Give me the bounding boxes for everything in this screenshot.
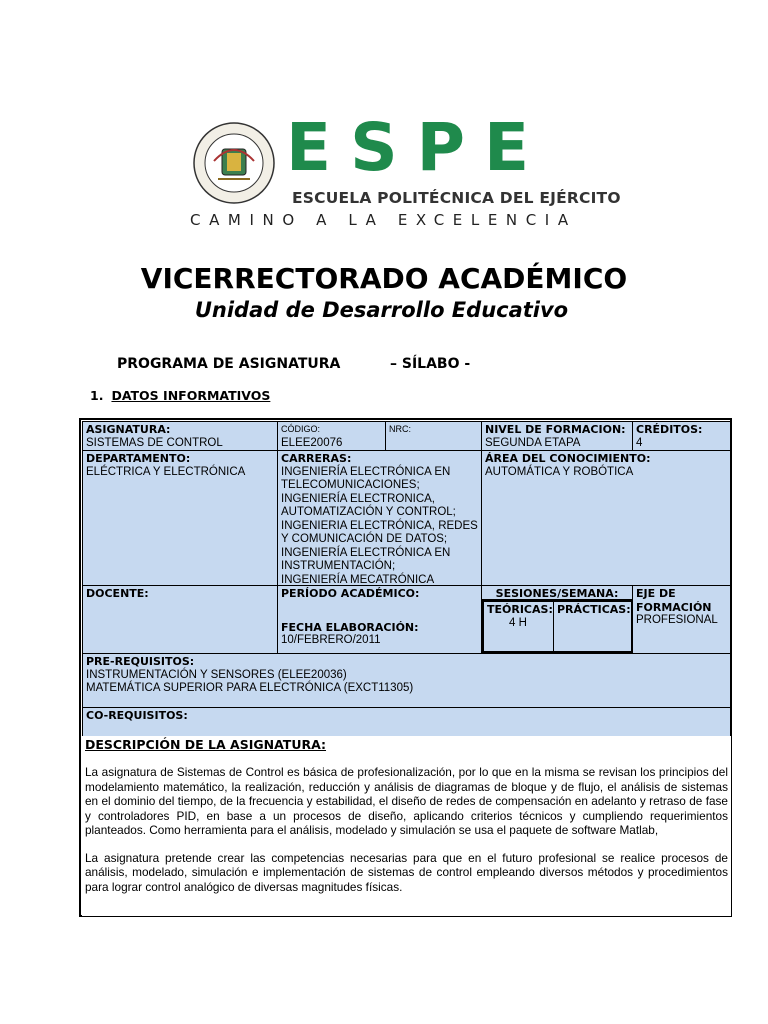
fecha-value: 10/FEBRERO/2011: [281, 634, 381, 646]
prerequisitos-label: PRE-REQUISITOS:: [86, 655, 195, 668]
cell-nivel: [481, 421, 633, 451]
nrc-label: NRC:: [389, 424, 411, 434]
cell-codigo: [277, 421, 386, 451]
carreras-value: INGENIERÍA ELECTRÓNICA EN TELECOMUNICACIONES; INGENIERÍA ELECTRONICA, AUTOMATIZACIÓN Y CONTROL; INGENIERIA ELECTRÓNICA, REDES Y COMUNICACIÓN DE DATOS; INGENIERÍA ELECTRÓNICA EN INSTRUMENTACIÓN; INGENIERÍA MECATRÓNICA: [281, 465, 478, 586]
cell-asignatura: [82, 421, 278, 451]
eje-label: EJE DE FORMACIÓN: [636, 587, 712, 614]
document-title: VICERRECTORADO ACADÉMICO: [140, 262, 628, 295]
carreras-label: CARRERAS:: [281, 452, 352, 465]
descripcion-paragraph-2: La asignatura pretende crear las competencias necesarias para que en el futuro profesional se realice procesos de análisis, modelado, simulación e implementación de sistemas de control empleando diversos métodos y procedimientos para lograr control analógico de diversas magnitudes físicas.: [85, 850, 728, 894]
cell-corequisitos: [82, 707, 731, 737]
school-name: ESCUELA POLITÉCNICA DEL EJÉRCITO: [292, 189, 621, 207]
section-heading: [90, 388, 270, 403]
sesiones-label: SESIONES/SEMANA:: [495, 587, 619, 600]
prerequisito-2: MATEMÁTICA SUPERIOR PARA ELECTRÓNICA (EXCT11305): [86, 682, 414, 694]
descripcion-heading: DESCRIPCIÓN DE LA ASIGNATURA:: [85, 737, 327, 752]
cell-departamento: [82, 450, 278, 586]
codigo-value: ELEE20076: [281, 436, 343, 449]
docente-label: DOCENTE:: [86, 587, 149, 600]
cell-creditos: [632, 421, 731, 451]
program-label: PROGRAMA DE ASIGNATURA: [117, 356, 341, 372]
cell-eje: [632, 585, 731, 654]
cell-area: [481, 450, 731, 586]
cell-carreras: [277, 450, 482, 586]
espe-wordmark: ESPE: [286, 109, 549, 186]
area-value: AUTOMÁTICA Y ROBÓTICA: [485, 465, 634, 478]
school-motto: CAMINO A LA EXCELENCIA: [190, 211, 577, 229]
departamento-label: DEPARTAMENTO:: [86, 452, 191, 465]
teoricas-label: TEÓRICAS:: [487, 603, 553, 616]
school-seal-icon: [192, 121, 276, 205]
cell-nrc: [385, 421, 482, 451]
eje-value: PROFESIONAL: [636, 614, 718, 626]
teoricas-value: 4 H: [509, 616, 527, 629]
practicas-label: PRÁCTICAS:: [557, 603, 631, 616]
syllabus-label: – SÍLABO -: [390, 356, 471, 372]
asignatura-label: ASIGNATURA:: [86, 423, 171, 436]
fecha-label: FECHA ELABORACIÓN:: [281, 620, 419, 634]
descripcion-paragraph-1: La asignatura de Sistemas de Control es básica de profesionalización, por lo que en la misma se revisan los principios del modelamiento matemático, la realización, reducción y análisis de diagramas de bloque y de flujo, el análisis de sistemas en el dominio del tiempo, de la frecuencia y estabilidad, el diseño de redes de compensación en adelanto y retraso de fase y controladores PID, en base a un procesos de diseño, aplicando criterios técnicos y cumpliendo requerimientos planteados. Como herramienta para el análisis, modelado y simulación se usa el paquete de software Matlab,: [85, 765, 728, 837]
area-label: ÁREA DEL CONOCIMIENTO:: [485, 452, 651, 465]
nivel-value: SEGUNDA ETAPA: [485, 436, 581, 449]
section-title: DATOS INFORMATIVOS: [111, 388, 271, 403]
periodo-label: PERÍODO ACADÉMICO:: [281, 587, 420, 600]
cell-teoricas: [482, 600, 554, 653]
section-number: 1.: [90, 388, 104, 403]
cell-sesiones: [481, 585, 633, 600]
cell-descripcion: [82, 736, 731, 916]
cell-prerequisitos: [82, 653, 731, 708]
corequisitos-label: CO-REQUISITOS:: [86, 709, 188, 722]
cell-practicas: [553, 600, 633, 653]
info-table: [79, 418, 732, 917]
creditos-value: 4: [636, 436, 643, 449]
document-subtitle: Unidad de Desarrollo Educativo: [194, 298, 569, 322]
asignatura-value: SISTEMAS DE CONTROL: [86, 436, 223, 449]
creditos-label: CRÉDITOS:: [636, 423, 703, 436]
prerequisito-1: INSTRUMENTACIÓN Y SENSORES (ELEE20036): [86, 668, 347, 681]
cell-docente: [82, 585, 278, 654]
codigo-label: CÓDIGO:: [281, 424, 321, 434]
departamento-value: ELÉCTRICA Y ELECTRÓNICA: [86, 465, 246, 478]
nivel-label: NIVEL DE FORMACION:: [485, 423, 626, 436]
cell-periodo-fecha: [277, 585, 482, 654]
